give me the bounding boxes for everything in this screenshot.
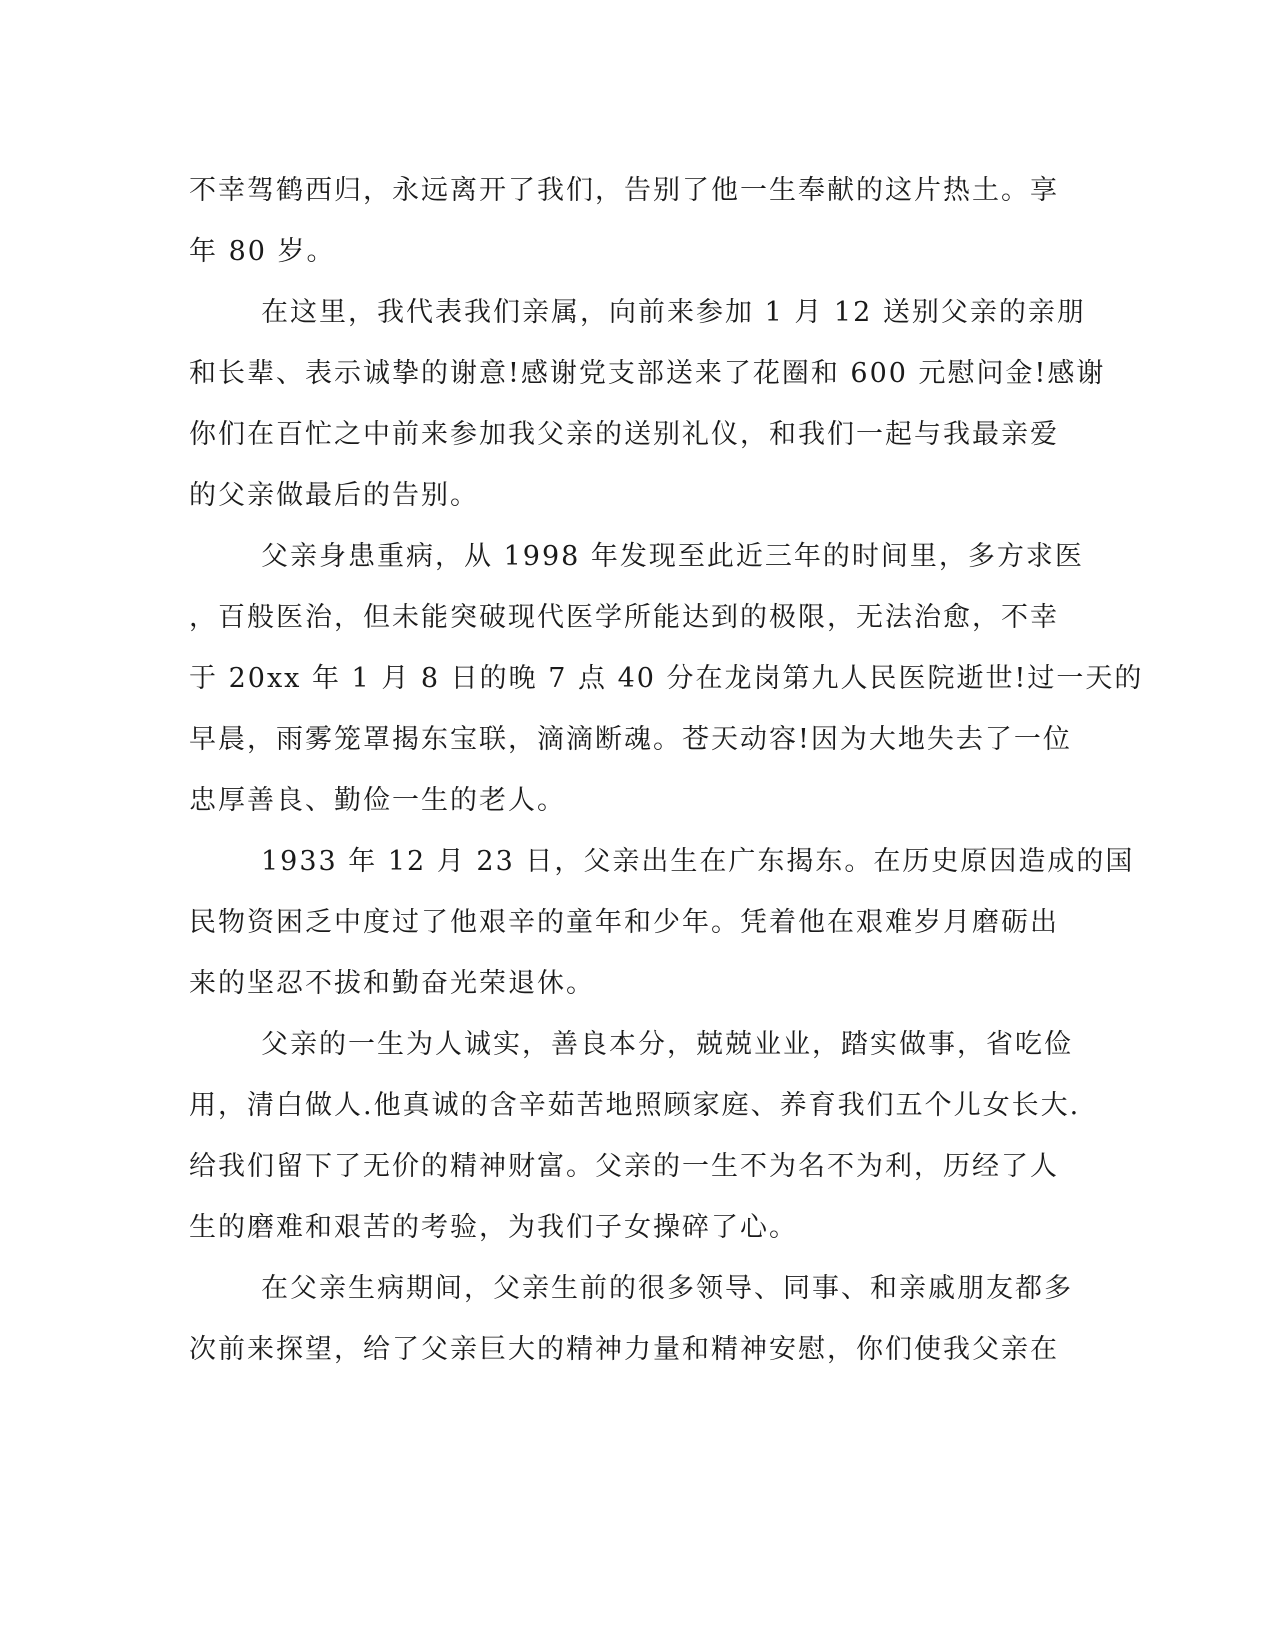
text-line: ，百般医治，但未能突破现代医学所能达到的极限，无法治愈，不幸 <box>189 602 1059 633</box>
text-line: 忠厚善良、勤俭一生的老人。 <box>189 785 566 816</box>
text-line: 来的坚忍不拔和勤奋光荣退休。 <box>189 968 595 999</box>
text-line: 和长辈、表示诚挚的谢意!感谢党支部送来了花圈和 600 元慰问金!感谢 <box>189 358 1106 389</box>
text-line: 早晨，雨雾笼罩揭东宝联，滴滴断魂。苍天动容!因为大地失去了一位 <box>189 724 1072 755</box>
text-line: 在父亲生病期间，父亲生前的很多领导、同事、和亲戚朋友都多 <box>261 1273 1073 1304</box>
text-line: 给我们留下了无价的精神财富。父亲的一生不为名不为利，历经了人 <box>189 1151 1059 1182</box>
text-line: 的父亲做最后的告别。 <box>189 480 479 511</box>
body-text <box>189 160 1144 1380</box>
text-line: 民物资困乏中度过了他艰辛的童年和少年。凭着他在艰难岁月磨砺出 <box>189 907 1059 938</box>
text-line: 不幸驾鹤西归，永远离开了我们，告别了他一生奉献的这片热土。享 <box>189 175 1059 206</box>
text-line: 在这里，我代表我们亲属，向前来参加 1 月 12 送别父亲的亲朋 <box>261 297 1086 328</box>
text-line: 于 20xx 年 1 月 8 日的晚 7 点 40 分在龙岗第九人民医院逝世!过一天的 <box>189 663 1144 694</box>
text-line: 父亲的一生为人诚实，善良本分，兢兢业业，踏实做事，省吃俭 <box>261 1029 1073 1060</box>
text-line: 次前来探望，给了父亲巨大的精神力量和精神安慰，你们使我父亲在 <box>189 1334 1059 1365</box>
text-line: 用，清白做人.他真诚的含辛茹苦地照顾家庭、养育我们五个儿女长大. <box>189 1090 1081 1121</box>
text-line: 你们在百忙之中前来参加我父亲的送别礼仪，和我们一起与我最亲爱 <box>189 419 1059 450</box>
text-line: 生的磨难和艰苦的考验，为我们子女操碎了心。 <box>189 1212 798 1243</box>
text-line: 父亲身患重病，从 1998 年发现至此近三年的时间里，多方求医 <box>261 541 1084 572</box>
text-line: 1933 年 12 月 23 日，父亲出生在广东揭东。在历史原因造成的国 <box>261 846 1135 877</box>
text-line: 年 80 岁。 <box>189 236 336 267</box>
